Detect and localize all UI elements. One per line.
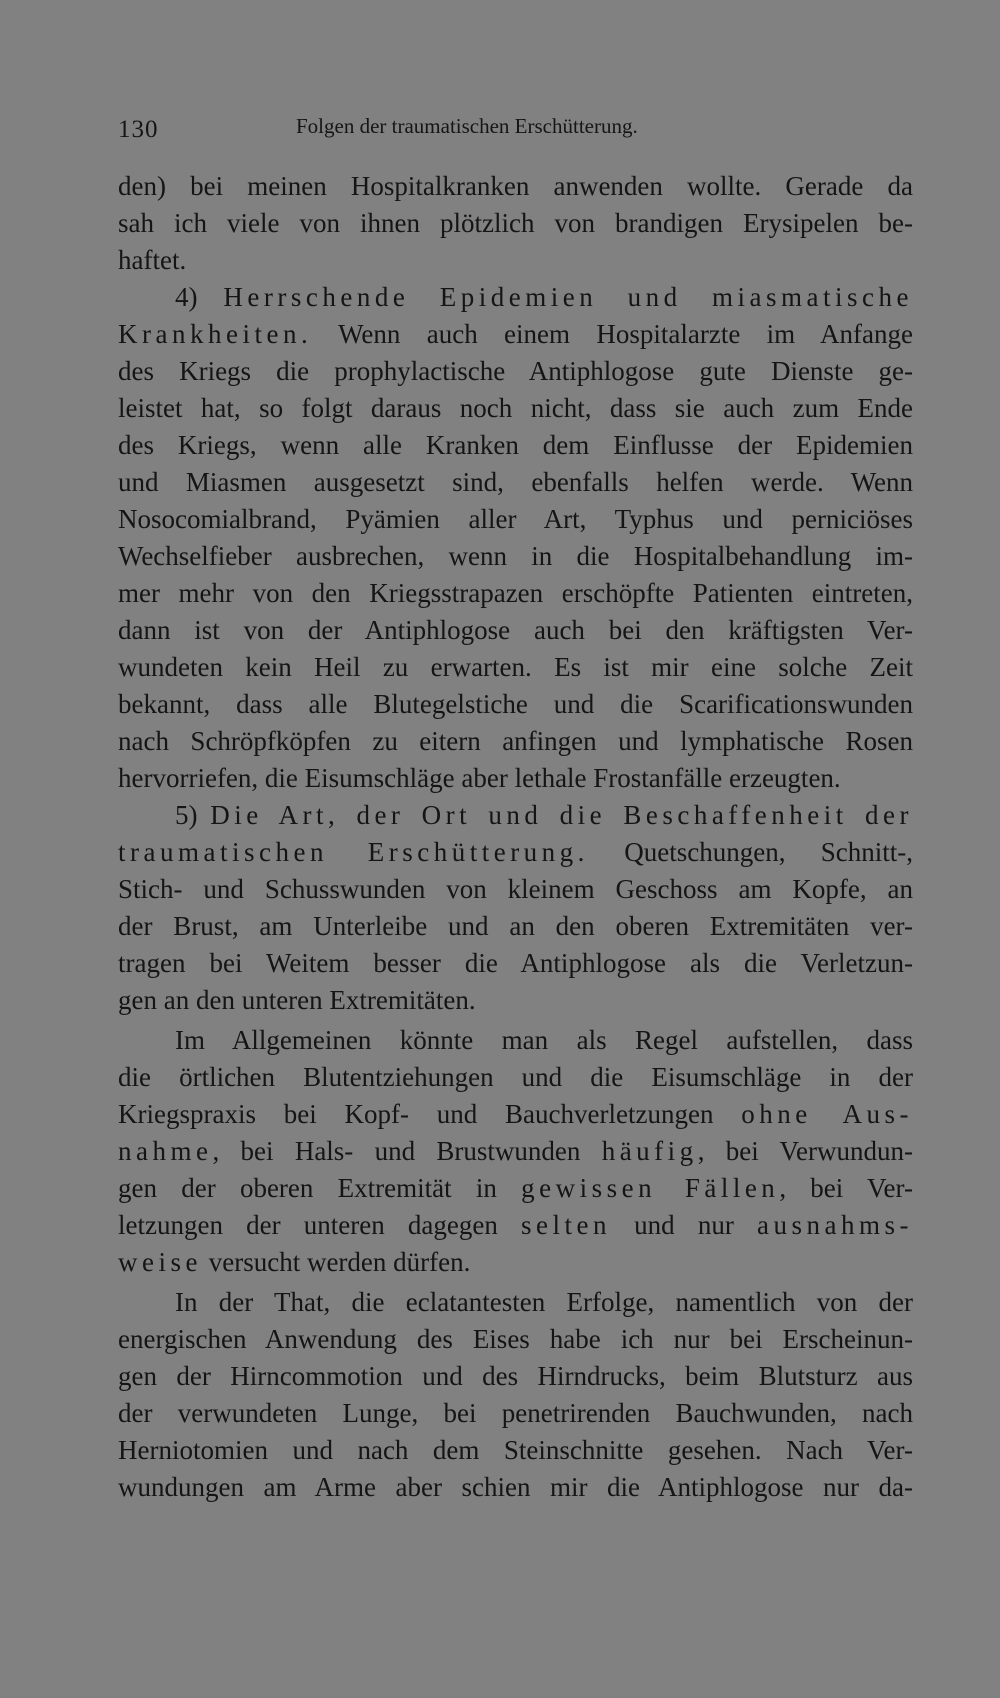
spaced-emphasis: Krankheiten. <box>118 319 313 349</box>
line-text: , bei Ver- <box>779 1173 913 1203</box>
line-text: 5) <box>175 800 211 830</box>
spaced-emphasis: traumatischen Erschütterung. <box>118 837 589 867</box>
line-text: , bei Verwundun- <box>697 1136 914 1166</box>
spaced-emphasis: gewissen Fällen <box>521 1173 780 1203</box>
spaced-emphasis: ausnahms- <box>757 1210 914 1240</box>
text-line: die örtlichen Blutentziehungen und die Eisumschläge in der <box>118 1062 913 1092</box>
spaced-emphasis: häufig <box>601 1136 698 1166</box>
text-line: tragen bei Weitem besser die Antiphlogose als die Verletzun- <box>118 948 913 978</box>
line-text: und nur <box>611 1210 758 1240</box>
text-line <box>118 316 913 353</box>
text-line: wundungen am Arme aber schien mir die Antiphlogose nur da- <box>118 1472 913 1502</box>
text-line: Im Allgemeinen könnte man als Regel aufstellen, dass <box>175 1025 913 1055</box>
text-line <box>118 1133 913 1170</box>
text-line: des Kriegs die prophylactische Antiphlogose gute Dienste ge- <box>118 356 913 386</box>
text-line: leistet hat, so folgt daraus noch nicht, dass sie auch zum Ende <box>118 393 913 423</box>
text-line: und Miasmen ausgesetzt sind, ebenfalls helfen werde. Wenn <box>118 467 913 497</box>
text-line <box>118 1096 913 1133</box>
text-line: der verwundeten Lunge, bei penetrirenden Bauchwunden, nach <box>118 1398 913 1428</box>
body-text <box>118 168 913 1506</box>
text-line: nach Schröpfköpfen zu eitern anfingen und lymphatische Rosen <box>118 726 913 756</box>
line-text: , bei Hals- und Brustwunden <box>212 1136 602 1166</box>
page-number: 130 <box>118 116 159 143</box>
text-line: Nosocomialbrand, Pyämien aller Art, Typhus und perniciöses <box>118 504 913 534</box>
text-line <box>118 1170 913 1207</box>
text-line <box>118 1244 913 1281</box>
text-line: gen an den unteren Extremitäten. <box>118 985 476 1015</box>
text-line: In der That, die eclatantesten Erfolge, namentlich von der <box>175 1287 913 1317</box>
line-text: 4) <box>175 282 224 312</box>
text-line <box>118 1207 913 1244</box>
text-line: sah ich viele von ihnen plötzlich von brandigen Erysipelen be- <box>118 208 913 238</box>
running-title: Folgen der traumatischen Erschütterung. <box>296 114 638 138</box>
running-header <box>118 112 910 152</box>
text-line <box>118 834 913 871</box>
text-line: wundeten kein Heil zu erwarten. Es ist mir eine solche Zeit <box>118 652 913 682</box>
spaced-emphasis: ohne Aus- <box>741 1099 914 1129</box>
text-line: haftet. <box>118 245 187 275</box>
line-text: gen der oberen Extremität in <box>118 1173 522 1203</box>
text-line: dann ist von der Antiphlogose auch bei den kräftigsten Ver- <box>118 615 913 645</box>
text-line: den) bei meinen Hospitalkranken anwenden wollte. Gerade da <box>118 171 913 201</box>
spaced-emphasis: Die Art, der Ort und die Beschaffenheit der <box>210 800 913 830</box>
spaced-emphasis: weise <box>118 1247 202 1277</box>
line-text: versucht werden dürfen. <box>201 1247 471 1277</box>
text-line: Herniotomien und nach dem Steinschnitte gesehen. Nach Ver- <box>118 1435 913 1465</box>
text-line: energischen Anwendung des Eises habe ich nur bei Erscheinun- <box>118 1324 913 1354</box>
text-line: Wechselfieber ausbrechen, wenn in die Hospitalbehandlung im- <box>118 541 913 571</box>
text-line: der Brust, am Unterleibe und an den oberen Extremitäten ver- <box>118 911 913 941</box>
text-line: mer mehr von den Kriegsstrapazen erschöpfte Patienten eintreten, <box>118 578 913 608</box>
text-line <box>118 797 913 834</box>
spaced-emphasis: selten <box>521 1210 612 1240</box>
text-line: gen der Hirncommotion und des Hirndrucks, beim Blutsturz aus <box>118 1361 913 1391</box>
spaced-emphasis: nahme <box>118 1136 213 1166</box>
line-text: Wenn auch einem Hospitalarzte im Anfange <box>312 319 913 349</box>
line-text: Kriegspraxis bei Kopf- und Bauchverletzungen <box>118 1099 742 1129</box>
line-text: Quetschungen, Schnitt-, <box>588 837 913 867</box>
text-line: hervorriefen, die Eisumschläge aber lethale Frostanfälle erzeugten. <box>118 763 841 793</box>
line-text: letzungen der unteren dagegen <box>118 1210 522 1240</box>
text-line: Stich- und Schusswunden von kleinem Geschoss am Kopfe, an <box>118 874 913 904</box>
text-line <box>118 279 913 316</box>
text-line: bekannt, dass alle Blutegelstiche und die Scarificationswunden <box>118 689 913 719</box>
spaced-emphasis: Herrschende Epidemien und miasmatische <box>223 282 913 312</box>
text-line: des Kriegs, wenn alle Kranken dem Einflusse der Epidemien <box>118 430 913 460</box>
